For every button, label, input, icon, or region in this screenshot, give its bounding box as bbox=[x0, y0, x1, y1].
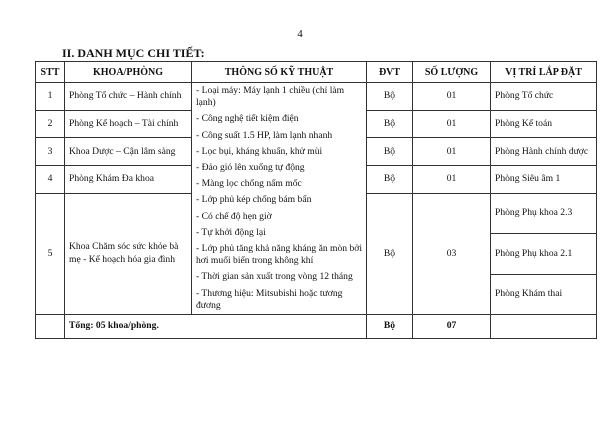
cell-location: Phòng Phụ khoa 2.3 bbox=[495, 207, 573, 219]
cell-department: Phòng Khám Đa khoa bbox=[65, 166, 192, 194]
spec-item: - Thương hiệu: Mitsubishi hoặc tương đương bbox=[196, 287, 343, 311]
spec-item: - Loại máy: Máy lạnh 1 chiều (chỉ làm lạnh) bbox=[196, 85, 345, 109]
cell-unit: Bộ bbox=[367, 166, 413, 194]
spec-item: - Lớp phủ kép chống bám bẩn bbox=[196, 194, 312, 206]
equipment-table bbox=[35, 61, 597, 339]
cell-location: Phòng Tổ chức bbox=[491, 83, 597, 111]
table-header-row bbox=[36, 62, 597, 83]
cell-location: Phòng Khám thai bbox=[491, 274, 596, 314]
cell-unit: Bộ bbox=[367, 110, 413, 138]
cell-quantity: 01 bbox=[413, 110, 491, 138]
total-row bbox=[36, 315, 597, 339]
cell-department: Phòng Tổ chức – Hành chính bbox=[65, 83, 192, 111]
cell-location: Phòng Siêu âm 1 bbox=[491, 166, 597, 194]
cell-stt: 1 bbox=[36, 83, 65, 111]
header-department: KHOA/PHÒNG bbox=[65, 62, 192, 83]
cell-quantity: 01 bbox=[413, 83, 491, 111]
cell-location-group bbox=[491, 193, 597, 314]
cell-stt: 2 bbox=[36, 110, 65, 138]
cell-department: Khoa Chăm sóc sức khỏe bà mẹ - Kế hoạch hóa gia đình bbox=[65, 193, 192, 314]
spec-item: - Công suất 1.5 HP, làm lạnh nhanh bbox=[196, 129, 333, 141]
header-unit: ĐVT bbox=[367, 62, 413, 83]
spec-item: - Tự khởi động lại bbox=[196, 226, 266, 238]
total-quantity: 07 bbox=[413, 315, 491, 339]
header-location: VỊ TRÍ LẮP ĐẶT bbox=[491, 62, 597, 83]
spec-item: - Màng lọc chống nấm mốc bbox=[196, 178, 302, 190]
cell-specs bbox=[192, 83, 367, 315]
spec-item: - Lọc bụi, kháng khuẩn, khử mùi bbox=[196, 145, 323, 157]
cell-unit: Bộ bbox=[367, 193, 413, 314]
cell-location: Phòng Kế toán bbox=[491, 110, 597, 138]
section-title: II. DANH MỤC CHI TIẾT: bbox=[62, 46, 205, 60]
cell-quantity: 01 bbox=[413, 166, 491, 194]
cell-stt: 5 bbox=[36, 193, 65, 314]
spec-item: - Lớp phủ tăng khả năng kháng ăn mòn bởi hơi muối biển trong không khí bbox=[196, 243, 363, 267]
spec-item: - Có chế độ hẹn giờ bbox=[196, 210, 272, 222]
cell-empty bbox=[36, 315, 65, 339]
cell-stt: 3 bbox=[36, 138, 65, 166]
total-unit: Bộ bbox=[367, 315, 413, 339]
cell-unit: Bộ bbox=[367, 83, 413, 111]
header-quantity: SỐ LƯỢNG bbox=[413, 62, 491, 83]
cell-department: Khoa Dược – Cận lâm sàng bbox=[65, 138, 192, 166]
cell-location: Phòng Phụ khoa 2.1 bbox=[491, 233, 596, 273]
header-stt: STT bbox=[36, 62, 65, 83]
cell-location: Phòng Hành chính dược bbox=[491, 138, 597, 166]
cell-empty bbox=[491, 315, 597, 339]
total-label: Tổng: 05 khoa/phòng. bbox=[65, 315, 367, 339]
cell-department: Phòng Kế hoạch – Tài chính bbox=[65, 110, 192, 138]
cell-stt: 4 bbox=[36, 166, 65, 194]
spec-item: - Thời gian sản xuất trong vòng 12 tháng bbox=[196, 271, 353, 283]
cell-quantity: 03 bbox=[413, 193, 491, 314]
spec-item: - Công nghệ tiết kiệm điện bbox=[196, 113, 299, 125]
page-number: 4 bbox=[297, 28, 303, 40]
specs-list bbox=[192, 83, 366, 314]
cell-unit: Bộ bbox=[367, 138, 413, 166]
header-specs: THÔNG SỐ KỸ THUẬT bbox=[192, 62, 367, 83]
spec-item: - Đảo gió lên xuống tự động bbox=[196, 162, 305, 174]
cell-quantity: 01 bbox=[413, 138, 491, 166]
table-row bbox=[36, 83, 597, 111]
